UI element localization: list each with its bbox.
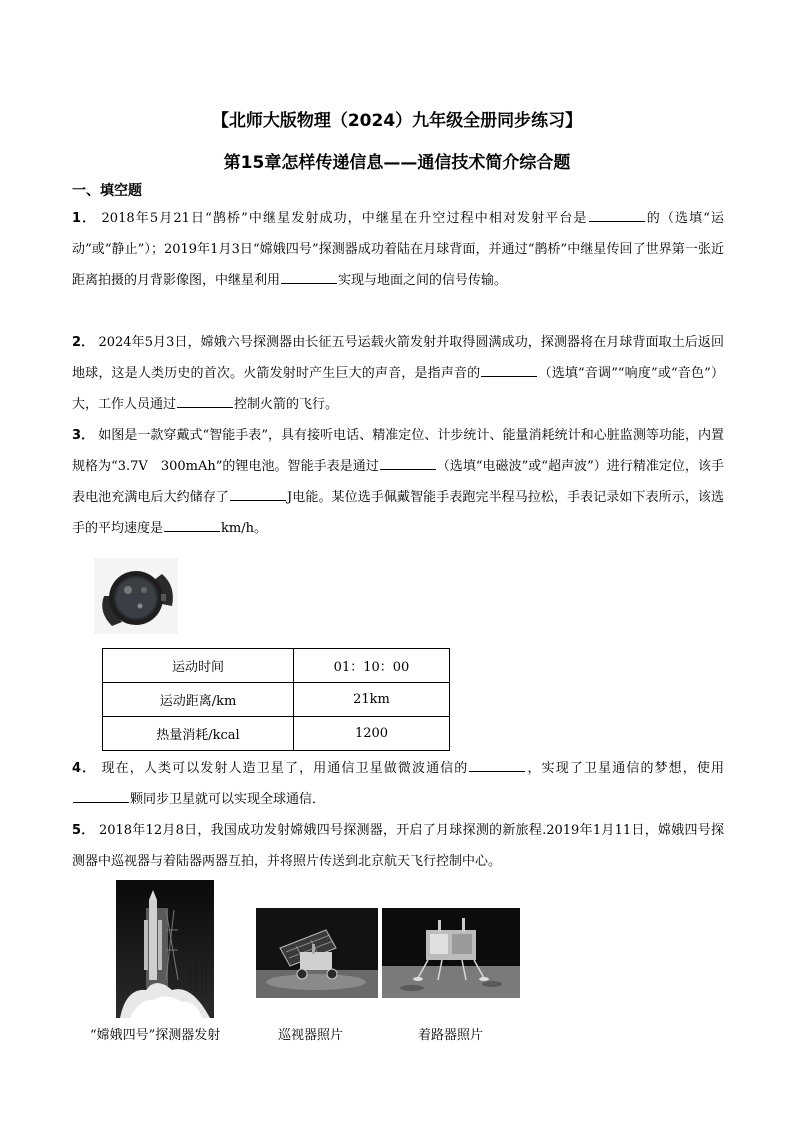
question-text: 2018年12月8日，我国成功发射嫦娥四号探测器，开启了月球探测的新旅程.2019年1月11日，嫦娥四号探测器中巡视器与着陆器两器互拍，并将照片传送到北京航天飞行控制中心。: [72, 823, 724, 869]
answer-blank[interactable]: [380, 455, 436, 470]
question-number: 1．: [72, 211, 97, 226]
answer-blank[interactable]: [177, 393, 233, 408]
question-text: 2018年5月21日“鹊桥”中继星发射成功，中继星在升空过程中相对发射平台是: [101, 211, 588, 226]
table-cell: 热量消耗/kcal: [103, 717, 294, 751]
question-text: 控制火箭的飞行。: [234, 397, 339, 412]
table-cell: 01：10：00: [294, 649, 450, 683]
rover-photo-caption: 巡视器照片: [278, 1028, 344, 1043]
table-cell: 运动距离/km: [103, 683, 294, 717]
answer-blank[interactable]: [281, 269, 337, 284]
table-row: [103, 683, 450, 717]
question-text: km/h。: [221, 521, 267, 536]
table-cell: 1200: [294, 717, 450, 751]
answer-blank[interactable]: [481, 362, 537, 377]
section-heading: 一、填空题: [72, 183, 142, 199]
question-number: 3．: [72, 428, 95, 443]
watch-data-table: [102, 648, 450, 751]
question-number: 5．: [72, 823, 95, 838]
launch-photo-caption: “嫦娥四号”探测器发射: [90, 1028, 221, 1043]
question-1: [72, 203, 724, 296]
question-text: 实现与地面之间的信号传输。: [338, 273, 508, 288]
question-5: [72, 815, 724, 877]
answer-blank[interactable]: [469, 757, 525, 772]
question-number: 2．: [72, 335, 95, 350]
rocket-launch-photo: [116, 880, 214, 1018]
table-row: [103, 649, 450, 683]
lander-photo: [382, 908, 520, 998]
rover-photo: [256, 908, 378, 998]
question-text: （选填“音调”“响度”或“音色”）大，工作人员通过: [72, 366, 724, 412]
question-text: 2024年5月3日，嫦娥六号探测器由长征五号运载火箭发射并取得圆满成功，探测器将在月球背面取土后返回地球，这是人类历史的首次。火箭发射时产生巨大的声音，是指声音的: [72, 335, 724, 381]
table-cell: 21km: [294, 683, 450, 717]
question-3: [72, 420, 724, 544]
question-text: （选填“电磁波”或“超声波”）进行精准定位，该手表电池充满电后大约储存了: [72, 459, 724, 505]
question-text: J电能。某位选手佩戴智能手表跑完半程马拉松，手表记录如下表所示，该选手的平均速度是: [72, 490, 724, 536]
question-text: 现在，人类可以发射人造卫星了，用通信卫星做微波通信的: [101, 761, 469, 776]
chapter-title: 第15章怎样传递信息——通信技术简介综合题: [223, 153, 571, 173]
answer-blank[interactable]: [164, 517, 220, 532]
answer-blank[interactable]: [589, 207, 645, 222]
document-title: 【北师大版物理（2024）九年级全册同步练习】: [211, 111, 583, 131]
question-number: 4．: [72, 761, 97, 776]
table-cell: 运动时间: [103, 649, 294, 683]
question-text: ，实现了卫星通信的梦想，使用: [526, 761, 724, 776]
smartwatch-image: [92, 552, 182, 640]
lander-photo-caption: 着路器照片: [418, 1028, 484, 1043]
question-text: 颗同步卫星就可以实现全球通信．: [130, 792, 326, 807]
question-2: [72, 327, 724, 420]
question-text: 如图是一款穿戴式“智能手表”，具有接听电话、精准定位、计步统计、能量消耗统计和心脏监测等功能，内置规格为“3.7V 300mAh”的锂电池。智能手表是通过: [72, 428, 725, 474]
answer-blank[interactable]: [73, 788, 129, 803]
question-4: [72, 753, 724, 815]
table-row: [103, 717, 450, 751]
answer-blank[interactable]: [230, 486, 286, 501]
question-text: 的（选填“运动”或“静止”）；2019年1月3日“嫦娥四号”探测器成功着陆在月球背面，并通过“鹊桥”中继星传回了世界第一张近距离拍摄的月背影像图，中继星利用: [72, 211, 724, 288]
